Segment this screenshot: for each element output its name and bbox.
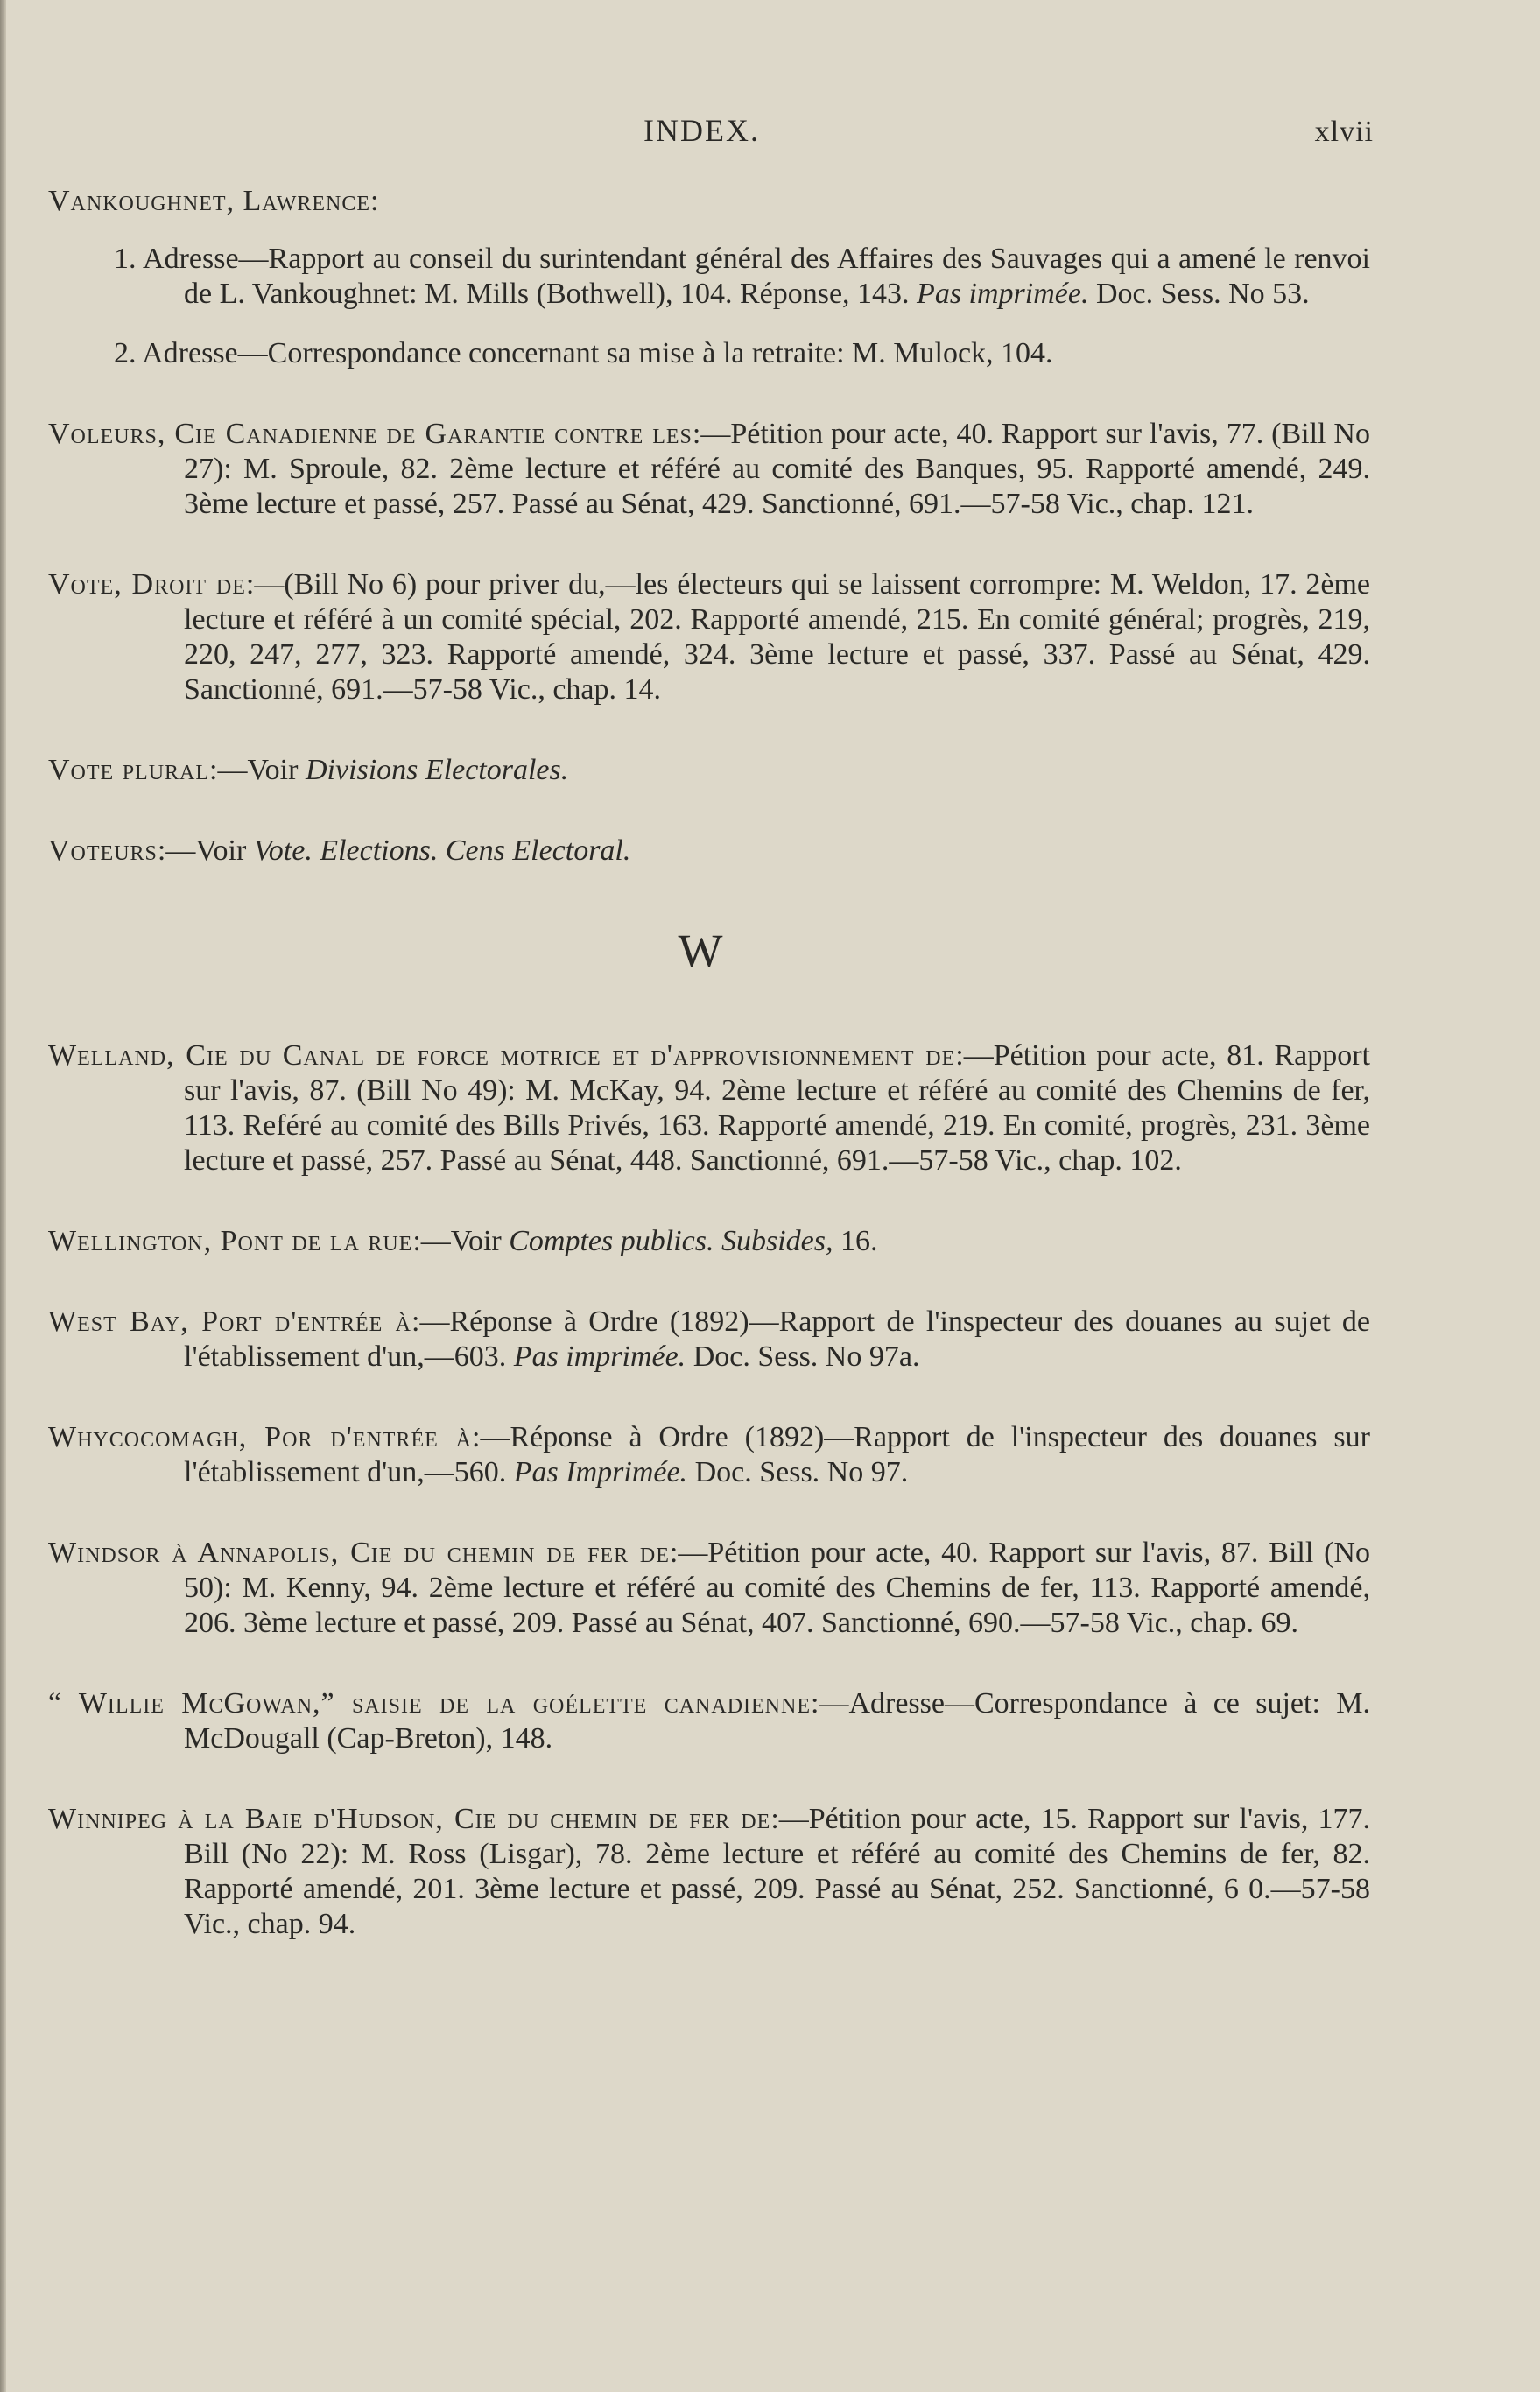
page-binding-edge <box>0 0 6 2392</box>
entry-italic: Divisions Electorales. <box>305 754 569 786</box>
entry-heading: West Bay, Port d'entrée à <box>48 1305 411 1338</box>
entry-italic: Comptes publics. Subsides, <box>509 1225 833 1257</box>
entry-text: :—Voir <box>209 754 306 786</box>
entry-text: :—Voir <box>157 834 254 867</box>
index-entry <box>48 1305 1370 1375</box>
entry-italic: Vote. Elections. Cens Electoral. <box>253 834 631 867</box>
entry-text: :—Pétition pour acte, 81. Rapport sur l'avis, 87. (Bill No 49): M. McKay, 94. 2ème lecture et référé au comité des Chemins de fer, 113. Reféré au comité des Bills Privés, 163. Rapporté amendé, 219. En comité, progrès, 231. 3ème lecture et passé, 257. Passé au Sénat, 448. Sanctionné, 691.—57-58 Vic., chap. 102. <box>184 1039 1370 1177</box>
entry-text: :—Pétition pour acte, 40. Rapport sur l'avis, 87. Bill (No 50): M. Kenny, 94. 2ème lecture et référé au comité des Chemins de fer, 113. Rapporté amendé, 206. 3ème lecture et passé, 209. Passé au Sénat, 407. Sanctionné, 690.—57-58 Vic., chap. 69. <box>184 1537 1370 1639</box>
entry-heading: Whycocomagh, Por d'entrée à <box>48 1421 472 1453</box>
entry-tail: Doc. Sess. No 97a. <box>686 1340 920 1373</box>
index-entry <box>48 1224 1370 1259</box>
index-subentry <box>48 242 1370 312</box>
entry-text: :—Réponse à Ordre (1892)—Rapport de l'inspecteur des douanes sur l'établissement d'un,—560. <box>184 1421 1370 1488</box>
index-content <box>48 184 1370 1987</box>
subentry-text: 1. Adresse—Rapport au conseil du surintendant général des Affaires des Sauvages qui a amené le renvoi de L. Vankoughnet: M. Mills (Bothwell), 104. Réponse, 143. <box>114 243 1370 310</box>
entry-tail: 16. <box>833 1225 878 1257</box>
entry-heading-text: Vankoughnet, Lawrence: <box>48 185 380 217</box>
entry-heading: Windsor à Annapolis, Cie du chemin de fer de <box>48 1537 670 1569</box>
index-entry <box>48 1420 1370 1490</box>
index-entry-heading <box>48 184 1370 219</box>
index-entry <box>48 1536 1370 1641</box>
index-entry <box>48 1802 1370 1942</box>
index-entry <box>48 753 1370 788</box>
index-entry <box>48 1686 1370 1756</box>
index-entry <box>48 567 1370 707</box>
entry-text: :—Pétition pour acte, 15. Rapport sur l'avis, 177. Bill (No 22): M. Ross (Lisgar), 78. 2ème lecture et référé au comité des Chemins de fer, 82. Rapporté amendé, 201. 3ème lecture et passé, 209. Passé au Sénat, 252. Sanctionné, 6 0.—57-58 Vic., chap. 94. <box>184 1803 1370 1940</box>
entry-italic: Pas imprimée. <box>513 1340 686 1373</box>
entry-heading: Vote plural <box>48 754 210 786</box>
entry-text: :—Voir <box>412 1225 510 1257</box>
entry-heading: Wellington, Pont de la rue <box>48 1225 413 1257</box>
entry-heading: Vote, Droit de <box>48 568 246 601</box>
index-entry <box>48 834 1370 869</box>
page-header <box>0 112 1540 156</box>
subentry-italic: Pas imprimée. <box>917 278 1089 310</box>
section-letter: W <box>678 925 723 977</box>
page-number: xlvii <box>1314 116 1374 148</box>
entry-text: :—Réponse à Ordre (1892)—Rapport de l'inspecteur des douanes au sujet de l'établissement d'un,—603. <box>184 1305 1370 1373</box>
entry-heading: Voteurs <box>48 834 158 867</box>
running-title: INDEX. <box>643 113 760 148</box>
entry-text: :—Pétition pour acte, 40. Rapport sur l'avis, 77. (Bill No 27): M. Sproule, 82. 2ème lecture et référé au comité des Banques, 95. Rapporté amendé, 249. 3ème lecture et passé, 257. Passé au Sénat, 429. Sanctionné, 691.—57-58 Vic., chap. 121. <box>184 418 1370 520</box>
entry-heading: Welland, Cie du Canal de force motrice et d'approvisionnement de <box>48 1039 956 1072</box>
entry-heading: “ Willie McGowan,” saisie de la goélette canadienne <box>48 1687 812 1720</box>
entry-heading: Winnipeg à la Baie d'Hudson, Cie du chemin de fer de <box>48 1803 771 1835</box>
index-entry <box>48 417 1370 522</box>
entry-text: :—(Bill No 6) pour priver du,—les électeurs qui se laissent corrompre: M. Weldon, 17. 2ème lecture et référé à un comité spécial, 202. Rapporté amendé, 215. En comité général; progrès, 219, 220, 247, 277, 323. Rapporté amendé, 324. 3ème lecture et passé, 337. Passé au Sénat, 429. Sanctionné, 691.—57-58 Vic., chap. 14. <box>184 568 1371 706</box>
entry-heading: Voleurs, Cie Canadienne de Garantie contre les <box>48 418 693 450</box>
subentry-text: 2. Adresse—Correspondance concernant sa mise à la retraite: M. Mulock, 104. <box>114 337 1053 369</box>
entry-italic: Pas Imprimée. <box>513 1456 688 1488</box>
entry-text: :—Adresse—Correspondance à ce sujet: M. McDougall (Cap-Breton), 148. <box>184 1687 1370 1755</box>
index-entry <box>48 1038 1370 1178</box>
index-subentry <box>48 336 1370 371</box>
entry-tail: Doc. Sess. No 97. <box>687 1456 909 1488</box>
subentry-tail: Doc. Sess. No 53. <box>1088 278 1310 310</box>
